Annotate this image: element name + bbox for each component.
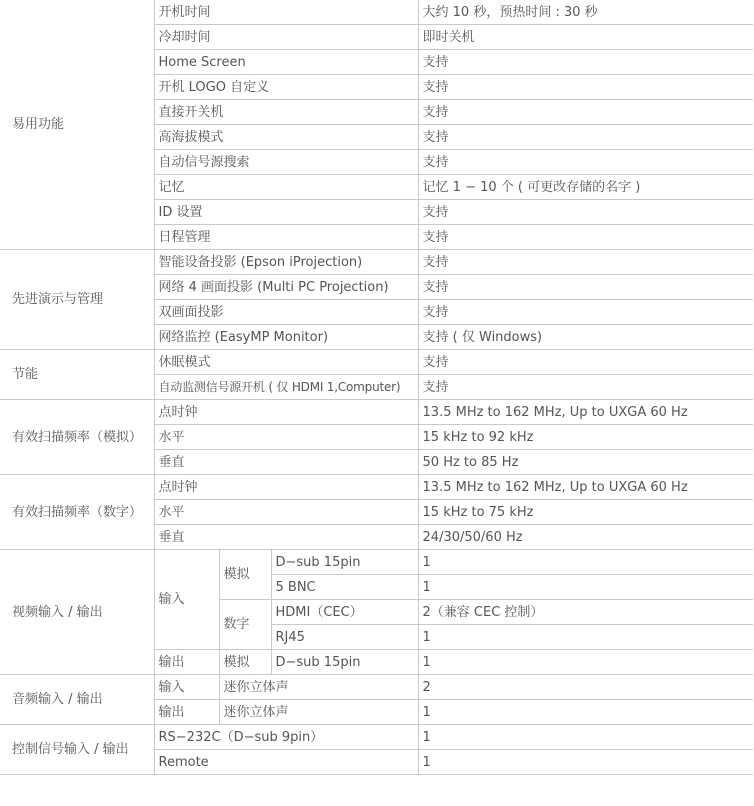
table-row xyxy=(0,400,753,425)
value-cell: 1 xyxy=(418,750,753,775)
feature-cell: 网络 4 画面投影 (Multi PC Projection) xyxy=(154,275,418,300)
video-output-label: 输出 xyxy=(154,650,219,675)
value-cell: 支持 xyxy=(418,375,753,400)
feature-cell: 垂直 xyxy=(154,525,418,550)
direction-cell: 输入 xyxy=(154,675,219,700)
value-cell: 支持 xyxy=(418,125,753,150)
value-cell: 50 Hz to 85 Hz xyxy=(418,450,753,475)
port-cell: RJ45 xyxy=(271,625,418,650)
table-row xyxy=(0,675,753,700)
port-cell: 迷你立体声 xyxy=(219,700,418,725)
value-cell: 13.5 MHz to 162 MHz, Up to UXGA 60 Hz xyxy=(418,475,753,500)
feature-cell: 开机时间 xyxy=(154,0,418,25)
table-row xyxy=(0,350,753,375)
value-cell: 支持 xyxy=(418,100,753,125)
feature-cell: 垂直 xyxy=(154,450,418,475)
value-cell: 1 xyxy=(418,575,753,600)
category-control-io: 控制信号输入 / 输出 xyxy=(0,725,154,775)
value-cell: 支持 xyxy=(418,350,753,375)
feature-cell: 网络监控 (EasyMP Monitor) xyxy=(154,325,418,350)
direction-cell: 输出 xyxy=(154,700,219,725)
table-row xyxy=(0,550,753,575)
value-cell: 1 xyxy=(418,700,753,725)
value-cell: 支持 xyxy=(418,150,753,175)
port-cell: 迷你立体声 xyxy=(219,675,418,700)
value-cell: 13.5 MHz to 162 MHz, Up to UXGA 60 Hz xyxy=(418,400,753,425)
value-cell: 1 xyxy=(418,625,753,650)
port-cell: Remote xyxy=(154,750,418,775)
feature-cell: 冷却时间 xyxy=(154,25,418,50)
value-cell: 支持 xyxy=(418,300,753,325)
value-cell: 支持 xyxy=(418,250,753,275)
feature-cell: 点时钟 xyxy=(154,400,418,425)
port-cell: 5 BNC xyxy=(271,575,418,600)
table-row xyxy=(0,475,753,500)
port-cell: HDMI（CEC） xyxy=(271,600,418,625)
feature-cell: 智能设备投影 (Epson iProjection) xyxy=(154,250,418,275)
feature-cell: 高海拔模式 xyxy=(154,125,418,150)
port-cell: D−sub 15pin xyxy=(271,550,418,575)
value-cell: 1 xyxy=(418,725,753,750)
feature-cell: 记忆 xyxy=(154,175,418,200)
value-cell: 大约 10 秒，预热时间 : 30 秒 xyxy=(418,0,753,25)
value-cell: 1 xyxy=(418,550,753,575)
category-scan-analog: 有效扫描频率（模拟） xyxy=(0,400,154,475)
video-digital-label: 数字 xyxy=(219,600,271,650)
category-audio-io: 音频输入 / 输出 xyxy=(0,675,154,725)
category-energy: 节能 xyxy=(0,350,154,400)
value-cell: 支持 xyxy=(418,75,753,100)
category-presentation: 先进演示与管理 xyxy=(0,250,154,350)
value-cell: 支持 xyxy=(418,225,753,250)
feature-cell: 点时钟 xyxy=(154,475,418,500)
category-scan-digital: 有效扫描频率（数字） xyxy=(0,475,154,550)
video-output-analog-label: 模拟 xyxy=(219,650,271,675)
category-video-io: 视频输入 / 输出 xyxy=(0,550,154,675)
value-cell: 支持 xyxy=(418,200,753,225)
port-cell: D−sub 15pin xyxy=(271,650,418,675)
value-cell: 15 kHz to 75 kHz xyxy=(418,500,753,525)
table-row xyxy=(0,725,753,750)
value-cell: 15 kHz to 92 kHz xyxy=(418,425,753,450)
feature-cell: 自动监测信号源开机 ( 仅 HDMI 1,Computer) xyxy=(154,375,418,400)
value-cell: 2（兼容 CEC 控制） xyxy=(418,600,753,625)
video-input-label: 输入 xyxy=(154,550,219,650)
value-cell: 支持 xyxy=(418,50,753,75)
table-row xyxy=(0,0,753,25)
value-cell: 即时关机 xyxy=(418,25,753,50)
table-row xyxy=(0,250,753,275)
feature-cell: Home Screen xyxy=(154,50,418,75)
value-cell: 24/30/50/60 Hz xyxy=(418,525,753,550)
value-cell: 记忆 1 − 10 个 ( 可更改存储的名字 ) xyxy=(418,175,753,200)
feature-cell: 开机 LOGO 自定义 xyxy=(154,75,418,100)
value-cell: 支持 xyxy=(418,275,753,300)
feature-cell: 自动信号源搜索 xyxy=(154,150,418,175)
port-cell: RS−232C（D−sub 9pin） xyxy=(154,725,418,750)
video-analog-label: 模拟 xyxy=(219,550,271,600)
category-ease-of-use: 易用功能 xyxy=(0,0,154,250)
value-cell: 2 xyxy=(418,675,753,700)
feature-cell: 日程管理 xyxy=(154,225,418,250)
value-cell: 1 xyxy=(418,650,753,675)
value-cell: 支持 ( 仅 Windows) xyxy=(418,325,753,350)
feature-cell: 休眠模式 xyxy=(154,350,418,375)
feature-cell: ID 设置 xyxy=(154,200,418,225)
feature-cell: 直接开关机 xyxy=(154,100,418,125)
feature-cell: 水平 xyxy=(154,425,418,450)
feature-cell: 双画面投影 xyxy=(154,300,418,325)
feature-cell: 水平 xyxy=(154,500,418,525)
